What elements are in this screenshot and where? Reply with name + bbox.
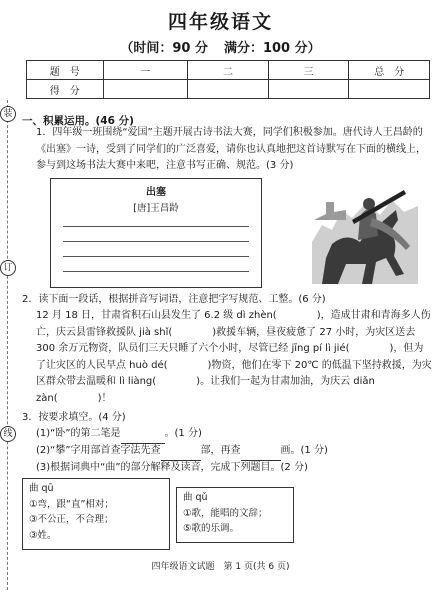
- binding-mark-xian: 线: [0, 426, 16, 442]
- dictionary-box-qu3: 曲 qǔ ①歌，能唱的文辞； ⑤歌的乐调。: [176, 487, 294, 543]
- fill-blank[interactable]: [121, 426, 165, 444]
- answer-line[interactable]: [63, 271, 249, 272]
- cell-total: 总 分: [349, 61, 430, 80]
- full-score-label: 满分：100 分）: [223, 41, 321, 56]
- score-input-part-2[interactable]: [188, 80, 269, 99]
- exam-time-score: [0, 37, 441, 56]
- question-2-head: 2．读下面一段话，根据拼音写词语，注意把字写规范、工整。(6 分): [22, 294, 326, 305]
- question-3-1: (1)“卧”的第二笔是 。(1 分): [36, 426, 202, 444]
- question-1-text: 1．四年级一班围绕“爱国”主题开展古诗书法大赛，同学们积极参加。唐代诗人王昌龄的《出塞》一诗，受到了同学们的广泛喜爱，请你也认真地把这首诗默写在下面的横线上，参与到这场书法大赛中来吧，注意书写正确、规范。(3 分): [36, 127, 426, 171]
- binding-dashed-line: [7, 100, 8, 590]
- question-3-3: (3)根据词典中“曲”的部分解释及读音，完成下列题目。(2 分): [36, 462, 308, 473]
- poem-answer-box: [50, 178, 262, 288]
- page-footer: 四年级语文试题 第 1 页(共 6 页): [151, 562, 290, 572]
- cell-question-number: 题 号: [27, 61, 104, 80]
- question-3-2: (2)“攀”字用部首查字法先查 部，再查 画。(1 分): [36, 443, 328, 461]
- cell-part-1: 一: [103, 61, 188, 80]
- cell-part-3: 三: [268, 61, 349, 80]
- warrior-on-horse-illustration: [312, 180, 418, 284]
- poem-author: [唐]王昌龄: [133, 203, 179, 214]
- answer-line[interactable]: [63, 241, 249, 242]
- cell-score-label: 得 分: [27, 80, 104, 99]
- answer-line[interactable]: [63, 226, 249, 227]
- score-input-total[interactable]: [349, 80, 430, 99]
- score-table-header-row: [27, 61, 430, 80]
- dictionary-box-qu1: 曲 qū ①弯，跟“直”相对； ③不公正，不合理； ③姓。: [22, 478, 170, 550]
- score-input-part-3[interactable]: [268, 80, 349, 99]
- time-label: （时间：90 分: [120, 41, 208, 56]
- question-3-head: 3．按要求填空。(4 分): [22, 412, 126, 423]
- binding-mark-zhuang: 装: [0, 106, 16, 122]
- section-heading: 一、积累运用。(46 分): [22, 115, 134, 127]
- fill-blank[interactable]: [161, 443, 201, 461]
- binding-line: [0, 100, 16, 590]
- score-input-part-1[interactable]: [103, 80, 188, 99]
- score-table: [26, 60, 430, 99]
- answer-line[interactable]: [63, 256, 249, 257]
- fill-blank[interactable]: [241, 443, 281, 461]
- page-title: 四年级语文: [167, 11, 273, 33]
- binding-mark-ding: 订: [0, 260, 16, 276]
- question-2-passage: 12 月 18 日，甘肃省积石山县发生了 6.2 级 dì zhèn( )，造成甘肃和青海多人伤亡，庆云县雷锋救援队 jià shǐ( )救援车辆，昼夜疲惫了 27 小时，为灾区送去 300 余万元物资，队员们三天只睡了六个小时，尽管已经 jīng pí lì jié( )，但为了让灾区的人民早点 huò dé( )物资，他们在零下 20℃ 的低温下坚持救援，为灾区群众带去温暖和 lì liàng( )。让我们一起为甘肃加油，为庆云 diǎn zàn( )！: [36, 310, 432, 404]
- cell-part-2: 二: [188, 61, 269, 80]
- poem-title: 出塞: [146, 187, 166, 198]
- score-table-score-row: [27, 80, 430, 99]
